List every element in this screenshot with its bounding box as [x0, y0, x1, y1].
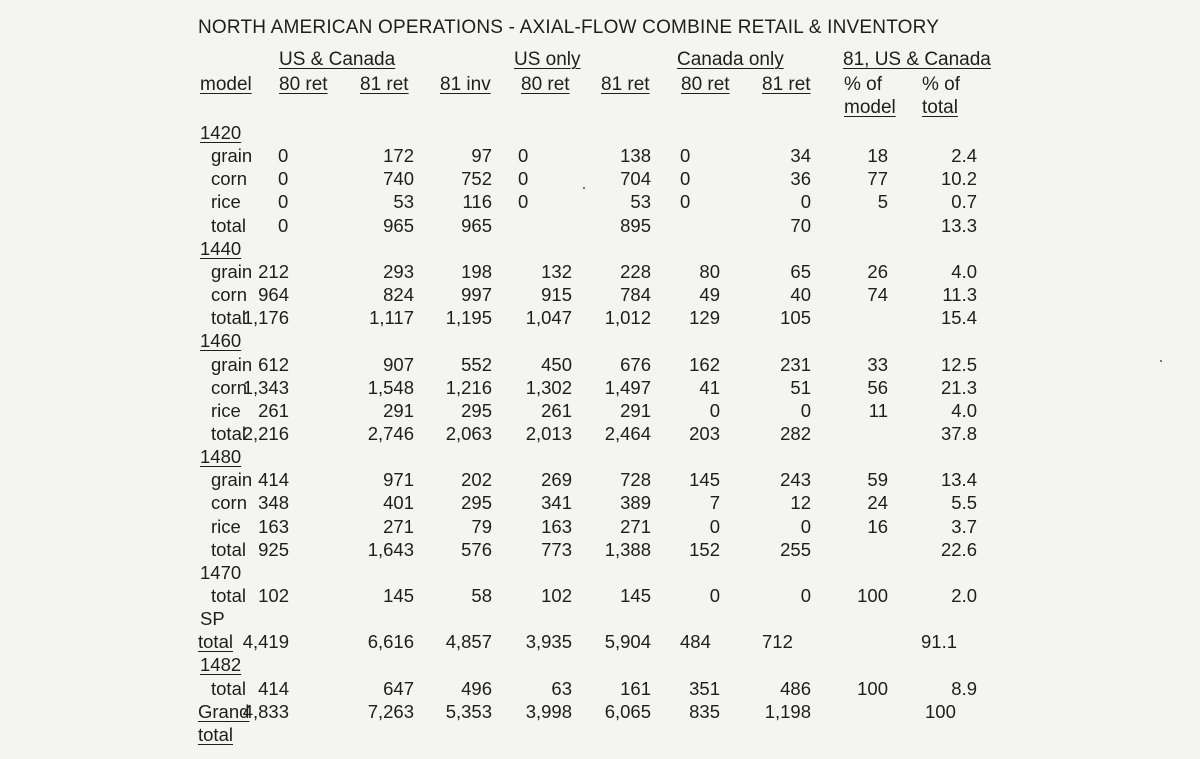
table-cell: 0.7	[951, 191, 977, 212]
row-label: grain	[211, 261, 253, 282]
table-cell: 414	[258, 678, 289, 699]
table-cell: 676	[620, 354, 651, 375]
table-cell: 1,216	[445, 377, 492, 398]
table-cell: 293	[383, 261, 414, 282]
table-cell: 496	[461, 678, 492, 699]
table-cell: 2,063	[445, 423, 492, 444]
table-cell: 77	[867, 168, 888, 189]
row-label: total	[198, 724, 233, 745]
table-cell: 145	[383, 585, 414, 606]
table-cell: 3,998	[525, 701, 572, 722]
table-cell: 0	[680, 145, 691, 166]
table-cell: 10.2	[940, 168, 977, 189]
table-cell: 486	[780, 678, 811, 699]
table-cell: 271	[383, 516, 414, 537]
table-cell: 925	[258, 539, 289, 560]
table-cell: 291	[620, 400, 651, 421]
table-cell: 79	[471, 516, 492, 537]
table-cell: 11.3	[942, 284, 977, 305]
table-cell: 4.0	[951, 261, 977, 282]
table-cell: 116	[462, 191, 492, 212]
table-cell: 552	[461, 354, 492, 375]
table-cell: 752	[461, 168, 492, 189]
table-cell: 997	[461, 284, 492, 305]
model-section-label: 1460	[200, 330, 242, 351]
table-cell: 4,833	[242, 701, 289, 722]
table-cell: 41	[699, 377, 720, 398]
table-cell: 0	[800, 585, 811, 606]
table-cell: 0	[800, 191, 811, 212]
table-cell: 59	[867, 469, 888, 490]
table-cell: 138	[620, 145, 651, 166]
table-cell: 53	[630, 191, 651, 212]
row-label: rice	[211, 516, 241, 537]
table-cell: 341	[541, 492, 572, 513]
table-cell: 163	[258, 516, 289, 537]
table-cell: 145	[620, 585, 651, 606]
table-cell: 971	[383, 469, 414, 490]
column-header-model: model	[200, 74, 252, 95]
table-cell: 5,904	[604, 631, 651, 652]
table-cell: 56	[867, 377, 888, 398]
table-cell: 3,935	[525, 631, 572, 652]
table-cell: 6,616	[367, 631, 414, 652]
row-label: total	[211, 539, 246, 560]
table-cell: 243	[780, 469, 811, 490]
table-cell: 102	[258, 585, 289, 606]
row-label: Grand	[198, 701, 250, 722]
table-cell: 63	[551, 678, 572, 699]
table-cell: 65	[790, 261, 811, 282]
model-section-label: 1440	[200, 238, 242, 259]
table-cell: 0	[800, 400, 811, 421]
table-cell: 145	[689, 469, 720, 490]
row-label: total	[211, 307, 246, 328]
table-cell: 105	[780, 307, 811, 328]
row-label: SP	[200, 608, 225, 629]
table-cell: 1,195	[445, 307, 492, 328]
table-cell: 0	[278, 168, 289, 189]
table-cell: 53	[393, 191, 414, 212]
table-cell: 1,176	[242, 307, 289, 328]
table-cell: 0	[680, 191, 691, 212]
group-header-81-us-canada: 81, US & Canada	[843, 49, 991, 70]
table-cell: 26	[867, 261, 888, 282]
column-header-us-81-ret: 81 ret	[601, 74, 650, 95]
row-label: grain	[211, 469, 253, 490]
table-cell: 612	[258, 354, 289, 375]
table-cell: 13.4	[940, 469, 977, 490]
table-cell: 37.8	[940, 423, 977, 444]
table-cell: 915	[541, 284, 572, 305]
row-label: rice	[211, 400, 241, 421]
table-cell: 6,065	[604, 701, 651, 722]
table-cell: 231	[780, 354, 811, 375]
table-cell: 261	[258, 400, 289, 421]
table-cell: 2,216	[242, 423, 289, 444]
table-cell: 484	[680, 631, 711, 652]
row-label: corn	[211, 492, 247, 513]
column-header-canada-81-ret: 81 ret	[762, 74, 811, 95]
table-cell: 132	[541, 261, 572, 282]
model-section-label: 1482	[200, 654, 242, 675]
row-label: total	[211, 423, 246, 444]
table-cell: 33	[867, 354, 888, 375]
table-cell: 40	[790, 284, 811, 305]
row-label: 1470	[200, 562, 242, 583]
table-cell: 1,198	[764, 701, 811, 722]
table-cell: 348	[258, 492, 289, 513]
table-cell: 291	[383, 400, 414, 421]
table-cell: 8.9	[951, 678, 977, 699]
table-cell: 271	[620, 516, 651, 537]
scan-speck	[583, 187, 585, 189]
table-cell: 74	[867, 284, 888, 305]
column-header-canada-80-ret: 80 ret	[681, 74, 730, 95]
table-cell: 12.5	[940, 354, 977, 375]
group-header-canada-only: Canada only	[677, 49, 784, 70]
table-cell: 13.3	[940, 215, 977, 236]
row-label: corn	[211, 284, 247, 305]
table-cell: 3.7	[951, 516, 977, 537]
table-cell: 70	[790, 215, 811, 236]
table-cell: 51	[790, 377, 811, 398]
table-cell: 202	[461, 469, 492, 490]
row-label: total	[211, 215, 246, 236]
row-label: total	[211, 585, 246, 606]
table-cell: 80	[699, 261, 720, 282]
table-cell: 34	[790, 145, 811, 166]
table-cell: 5	[877, 191, 888, 212]
table-cell: 0	[278, 145, 289, 166]
table-cell: 255	[780, 539, 811, 560]
table-cell: 12	[790, 492, 811, 513]
model-section-label: 1420	[200, 122, 242, 143]
table-cell: 2,013	[525, 423, 572, 444]
table-cell: 576	[461, 539, 492, 560]
table-cell: 163	[541, 516, 572, 537]
table-cell: 712	[762, 631, 793, 652]
table-cell: 907	[383, 354, 414, 375]
row-label: rice	[211, 191, 241, 212]
table-cell: 401	[383, 492, 414, 513]
table-cell: 4.0	[951, 400, 977, 421]
table-cell: 162	[689, 354, 720, 375]
table-cell: 5.5	[951, 492, 977, 513]
table-cell: 0	[709, 400, 720, 421]
table-cell: 0	[518, 168, 529, 189]
table-cell: 895	[620, 215, 651, 236]
table-cell: 1,302	[525, 377, 572, 398]
table-cell: 2.4	[951, 145, 977, 166]
table-cell: 1,497	[604, 377, 651, 398]
table-cell: 295	[461, 400, 492, 421]
table-cell: 36	[790, 168, 811, 189]
table-cell: 647	[383, 678, 414, 699]
table-cell: 16	[867, 516, 888, 537]
table-cell: 2.0	[951, 585, 977, 606]
group-header-us-canada: US & Canada	[279, 49, 396, 70]
table-cell: 0	[800, 516, 811, 537]
table-cell: 824	[383, 284, 414, 305]
table-cell: 21.3	[940, 377, 977, 398]
table-cell: 228	[620, 261, 651, 282]
table-cell: 0	[709, 516, 720, 537]
column-header-us-canada-80-ret: 80 ret	[279, 74, 328, 95]
table-cell: 129	[689, 307, 720, 328]
table-cell: 0	[518, 191, 529, 212]
table-cell: 295	[461, 492, 492, 513]
table-cell: 11	[868, 400, 888, 421]
table-cell: 203	[689, 423, 720, 444]
table-cell: 1,388	[604, 539, 651, 560]
column-header-us-80-ret: 80 ret	[521, 74, 570, 95]
table-cell: 100	[925, 701, 956, 722]
table-cell: 100	[857, 678, 888, 699]
table-cell: 24	[867, 492, 888, 513]
column-header-pct-of-model-line1: % of	[844, 74, 883, 95]
table-cell: 784	[620, 284, 651, 305]
table-cell: 0	[278, 215, 289, 236]
table-cell: 773	[541, 539, 572, 560]
table-cell: 0	[518, 145, 529, 166]
table-cell: 7,263	[367, 701, 414, 722]
table-cell: 389	[620, 492, 651, 513]
table-cell: 261	[541, 400, 572, 421]
table-cell: 2,464	[604, 423, 651, 444]
table-cell: 2,746	[367, 423, 414, 444]
table-cell: 740	[383, 168, 414, 189]
table-cell: 58	[471, 585, 492, 606]
table-cell: 1,548	[367, 377, 414, 398]
table-cell: 965	[383, 215, 414, 236]
row-label: corn	[211, 377, 247, 398]
table-cell: 15.4	[940, 307, 977, 328]
row-label: grain	[211, 354, 253, 375]
table-cell: 965	[461, 215, 492, 236]
table-cell: 212	[258, 261, 289, 282]
table-cell: 1,047	[525, 307, 572, 328]
table-cell: 269	[541, 469, 572, 490]
table-cell: 22.6	[940, 539, 977, 560]
table-cell: 49	[699, 284, 720, 305]
column-header-pct-of-total-line2: total	[922, 97, 958, 118]
document-title: NORTH AMERICAN OPERATIONS - AXIAL-FLOW COMBINE RETAIL & INVENTORY	[198, 17, 940, 38]
table-cell: 1,343	[242, 377, 289, 398]
table-cell: 7	[709, 492, 720, 513]
column-header-us-canada-81-ret: 81 ret	[360, 74, 409, 95]
table-cell: 91.1	[921, 631, 958, 652]
table-cell: 172	[383, 145, 414, 166]
table-cell: 0	[680, 168, 691, 189]
column-header-us-canada-81-inv: 81 inv	[440, 74, 491, 95]
table-cell: 18	[867, 145, 888, 166]
table-cell: 351	[689, 678, 720, 699]
row-label: corn	[211, 168, 247, 189]
table-cell: 4,857	[445, 631, 492, 652]
table-cell: 1,643	[367, 539, 414, 560]
table-cell: 450	[541, 354, 572, 375]
row-label: grain	[211, 145, 253, 166]
table-cell: 728	[620, 469, 651, 490]
table-cell: 97	[471, 145, 492, 166]
row-label: total	[198, 631, 233, 652]
table-cell: 1,012	[604, 307, 651, 328]
table-cell: 100	[857, 585, 888, 606]
table-cell: 5,353	[445, 701, 492, 722]
table-cell: 0	[709, 585, 720, 606]
group-header-us-only: US only	[514, 49, 581, 70]
table-cell: 282	[780, 423, 811, 444]
model-section-label: 1480	[200, 446, 242, 467]
table-cell: 964	[258, 284, 289, 305]
table-cell: 4,419	[242, 631, 289, 652]
table-cell: 835	[689, 701, 720, 722]
table-cell: 1,117	[369, 307, 414, 328]
row-label: total	[211, 678, 246, 699]
column-header-pct-of-model-line2: model	[844, 97, 896, 118]
column-header-pct-of-total-line1: % of	[922, 74, 961, 95]
table-cell: 198	[461, 261, 492, 282]
scan-speck	[1160, 360, 1162, 362]
table-cell: 161	[620, 678, 651, 699]
table-cell: 152	[689, 539, 720, 560]
table-cell: 704	[620, 168, 651, 189]
table-cell: 414	[258, 469, 289, 490]
table-cell: 102	[541, 585, 572, 606]
table-cell: 0	[278, 191, 289, 212]
